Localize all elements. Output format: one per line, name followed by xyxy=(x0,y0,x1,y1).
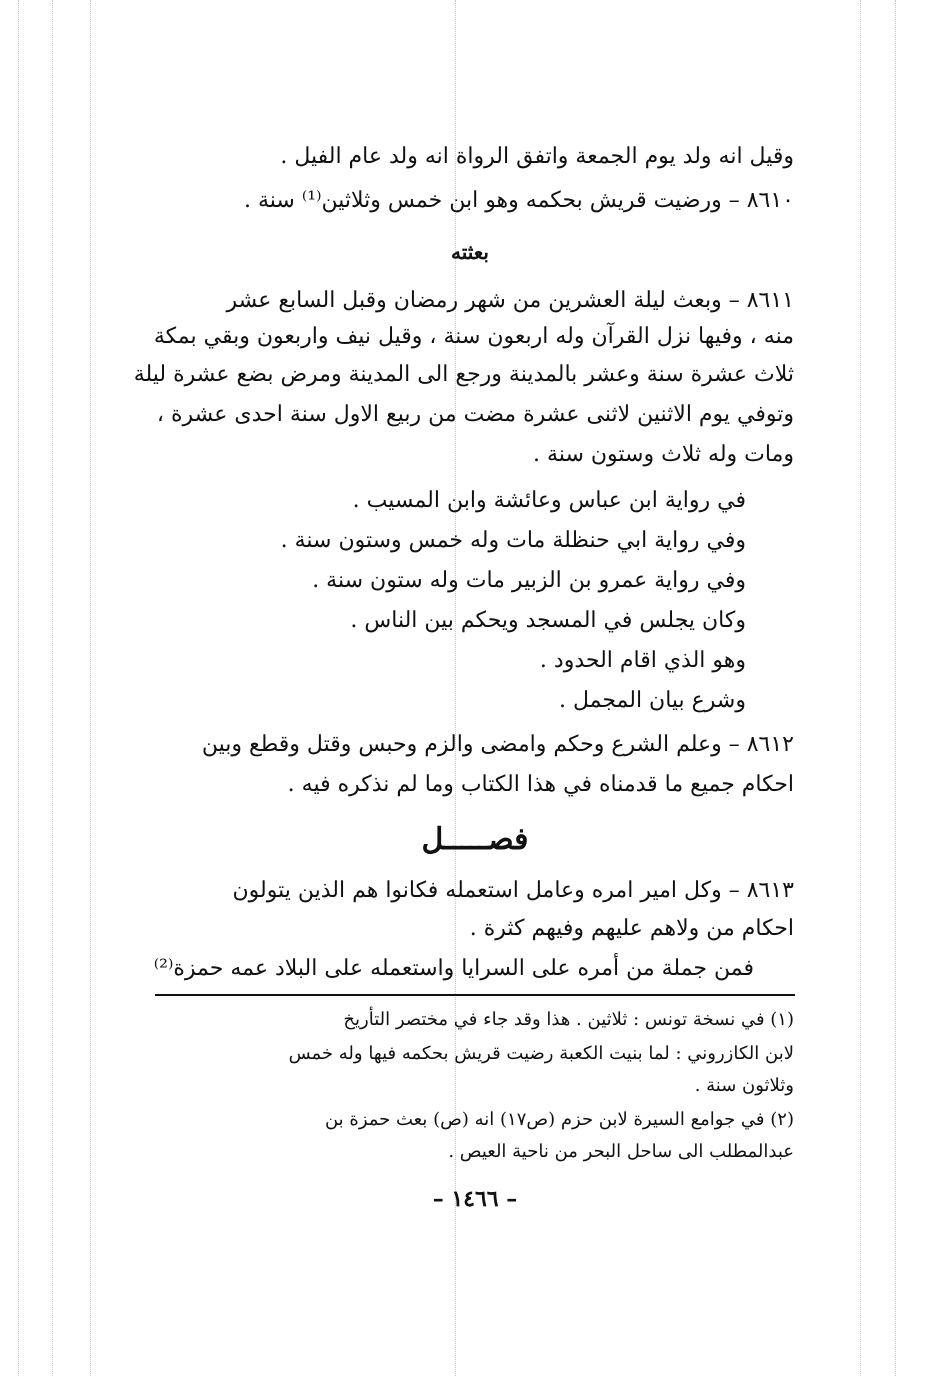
paragraph-8612-line: احكام جميع ما قدمناه في هذا الكتاب وما لم نذكره فيه . xyxy=(287,772,794,797)
paragraph-8611-line: ٨٦١١ – وبعث ليلة العشرين من شهر رمضان وقبل السابع عشر xyxy=(226,288,794,313)
paragraph-8613-line: فمن جملة من أمره على السرايا واستعمله على البلاد عمه حمزة⁽²⁾ xyxy=(153,956,754,981)
paragraph-8611-line: ومات وله ثلاث وستون سنة . xyxy=(533,442,794,467)
footnote-1-line: (١) في نسخة تونس : ثلاثين . هذا وقد جاء في مختصر التأريخ xyxy=(343,1009,794,1030)
body-line: وقيل انه ولد يوم الجمعة واتفق الرواة انه ولد عام الفيل . xyxy=(280,144,794,169)
list-item: وشرع بيان المجمل . xyxy=(558,688,746,713)
scan-artifact-line xyxy=(52,0,53,1376)
paragraph-8610: ٨٦١٠ – ورضيت قريش بحكمه وهو ابن خمس وثلاثين⁽¹⁾ سنة . xyxy=(244,188,794,213)
paragraph-8611-line: وتوفي يوم الاثنين لاثنى عشرة مضت من ربيع الاول سنة احدى عشرة ، xyxy=(156,402,794,427)
list-item: وفي رواية ابي حنظلة مات وله خمس وستون سنة . xyxy=(280,528,746,553)
list-item: وكان يجلس في المسجد ويحكم بين الناس . xyxy=(350,608,746,633)
scan-artifact-line xyxy=(90,0,91,1376)
footnote-1-line: لابن الكازروني : لما بنيت الكعبة رضيت قريش بحكمه فيها وله خمس xyxy=(288,1043,794,1064)
scan-artifact-line xyxy=(860,0,861,1376)
scan-artifact-line xyxy=(18,0,19,1376)
footnote-2-line: عبدالمطلب الى ساحل البحر من ناحية العيص . xyxy=(448,1141,794,1162)
section-heading: بعثته xyxy=(450,240,489,264)
list-item: وفي رواية عمرو بن الزبير مات وله ستون سنة . xyxy=(312,568,746,593)
paragraph-8611-line: منه ، وفيها نزل القرآن وله اربعون سنة ، وقيل نيف واربعون وبقي بمكة xyxy=(153,324,794,349)
footnote-2-line: (٢) في جوامع السيرة لابن حزم (ص١٧) انه (ص) بعث حمزة بن xyxy=(324,1109,794,1130)
paragraph-8612-line: ٨٦١٢ – وعلم الشرع وحكم وامضى والزم وحبس وقتل وقطع وبين xyxy=(201,732,794,757)
scan-artifact-line xyxy=(895,0,896,1376)
paragraph-8613-line: احكام من ولاهم عليهم وفيهم كثرة . xyxy=(469,916,794,941)
list-item: في رواية ابن عباس وعائشة وابن المسيب . xyxy=(352,488,746,513)
footnote-separator xyxy=(155,994,795,996)
page-number: – ١٤٦٦ – xyxy=(432,1186,518,1212)
section-heading-fasl: فصـــــل xyxy=(421,822,529,857)
list-item: وهو الذي اقام الحدود . xyxy=(539,648,746,673)
paragraph-8613-line: ٨٦١٣ – وكل امير امره وعامل استعمله فكانوا هم الذين يتولون xyxy=(232,878,794,903)
footnote-1-line: وثلاثون سنة . xyxy=(694,1075,794,1096)
paragraph-8611-line: ثلاث عشرة سنة وعشر بالمدينة ورجع الى المدينة ومرض بضع عشرة ليلة xyxy=(133,362,794,387)
